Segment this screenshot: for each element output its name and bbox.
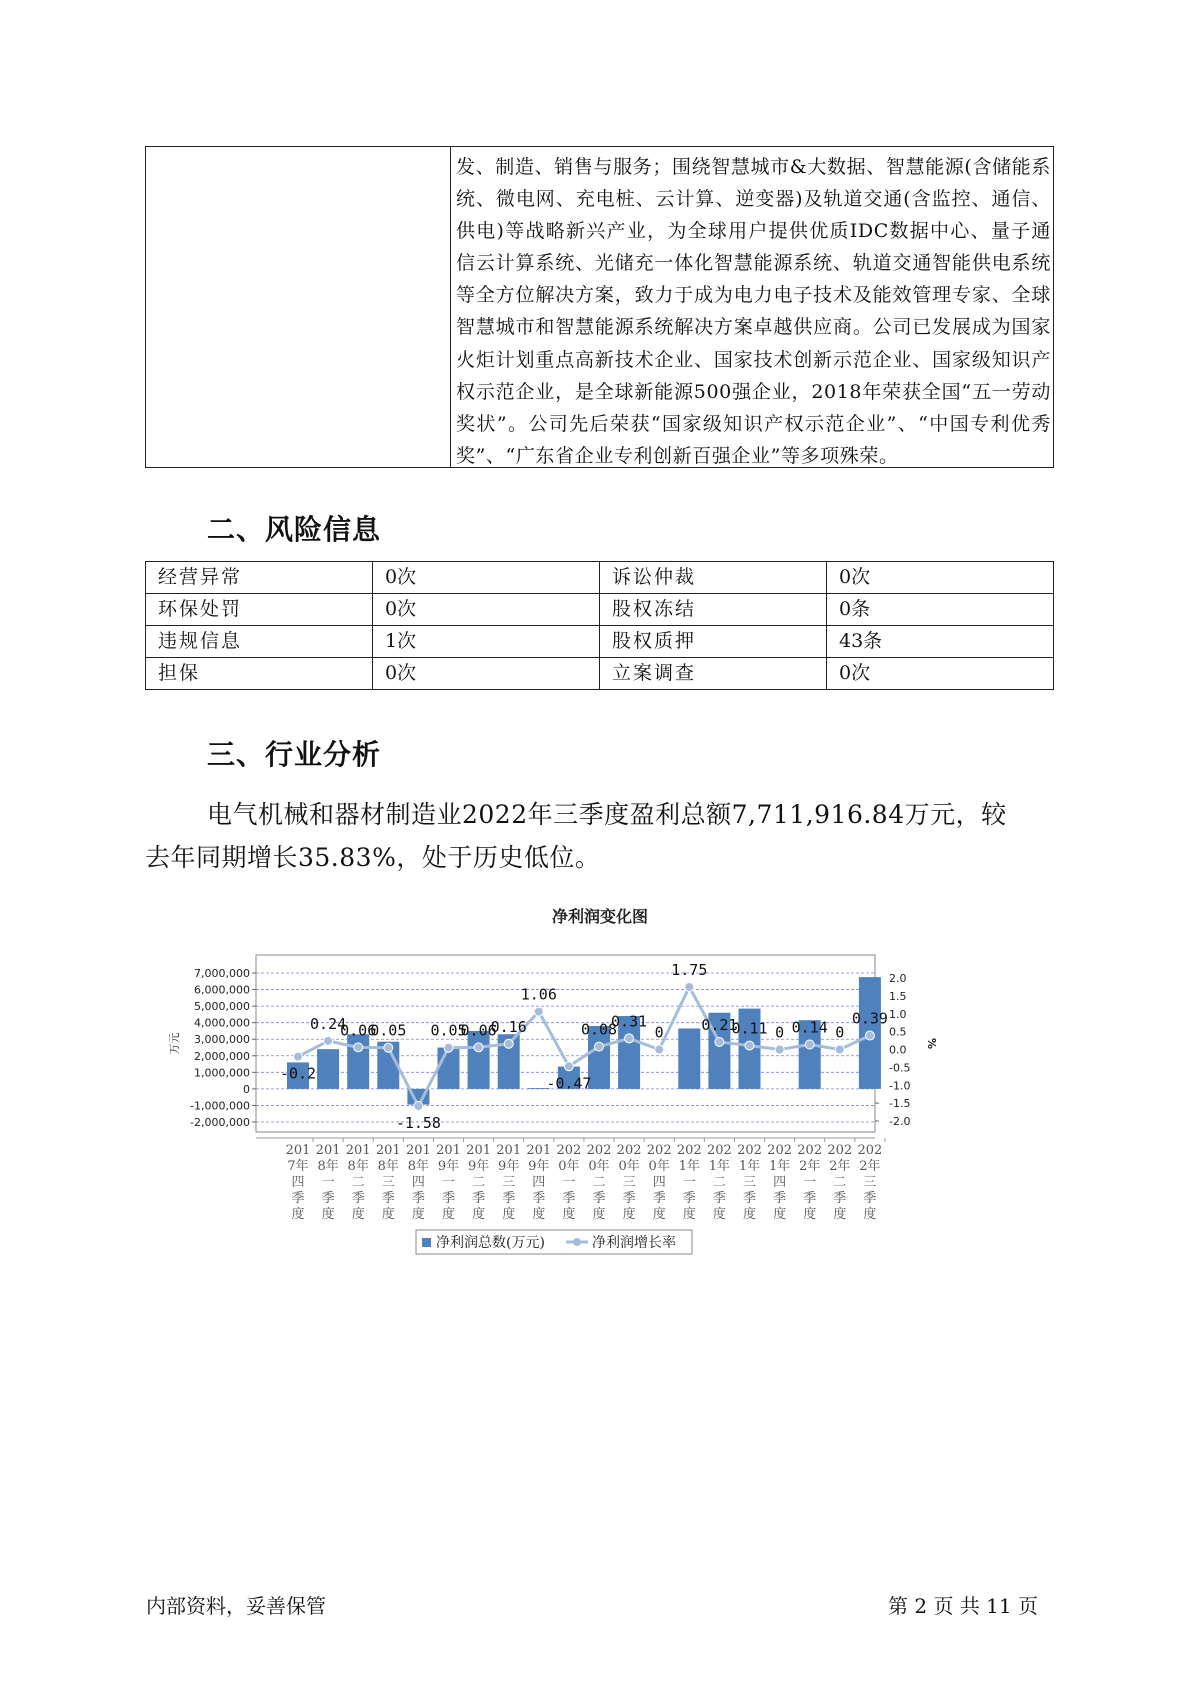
x-category-label: 一	[682, 1175, 696, 1190]
x-category-label: 201	[405, 1143, 431, 1158]
footer-confidential: 内部资料，妥善保管	[146, 1594, 326, 1618]
x-category-label: 202	[616, 1143, 642, 1158]
x-category-label: 8年	[407, 1159, 430, 1174]
x-category-label: 三	[502, 1175, 516, 1190]
risk-table-row	[146, 626, 1054, 658]
x-category-label: 201	[285, 1143, 311, 1158]
growth-rate-label: 0.08	[580, 1020, 618, 1039]
growth-rate-point	[805, 1040, 814, 1049]
right-tick-label: -1.0	[889, 1079, 911, 1093]
growth-rate-point	[294, 1052, 303, 1061]
growth-rate-point	[414, 1101, 423, 1110]
growth-rate-point	[685, 982, 694, 991]
growth-rate-label: 0	[775, 1023, 785, 1042]
risk-label: 立案调查	[600, 658, 827, 690]
x-category-label: 2年	[859, 1159, 881, 1174]
x-category-label: 202	[797, 1143, 823, 1158]
x-category-label: 9年	[437, 1159, 460, 1174]
x-category-label: 度	[472, 1207, 486, 1222]
bar-net-profit	[468, 1031, 490, 1089]
x-category-label: 四	[652, 1175, 666, 1190]
growth-rate-label: 0.39	[851, 1009, 888, 1028]
growth-rate-label: 0.06	[340, 1021, 377, 1040]
x-category-label: 7年	[287, 1159, 309, 1174]
x-category-label: 2年	[799, 1159, 821, 1174]
growth-rate-point	[324, 1036, 333, 1045]
x-category-label: 一	[321, 1175, 335, 1190]
x-category-label: 度	[622, 1207, 636, 1222]
growth-rate-label: 0.06	[460, 1021, 497, 1040]
growth-rate-label: 0.16	[490, 1017, 527, 1036]
risk-label: 违规信息	[146, 626, 373, 658]
left-tick-label: 4,000,000	[194, 1016, 250, 1030]
left-tick-label: -1,000,000	[190, 1099, 250, 1113]
footer-page-number: 第 2 页 共 11 页	[888, 1594, 1038, 1618]
growth-rate-point	[474, 1043, 483, 1052]
growth-rate-point	[715, 1037, 724, 1046]
x-category-label: 0年	[588, 1159, 610, 1174]
growth-rate-point	[655, 1045, 664, 1054]
x-category-label: 2年	[829, 1159, 851, 1174]
x-category-label: 度	[652, 1207, 666, 1222]
growth-rate-point	[775, 1045, 784, 1054]
left-axis-title: 万元	[168, 1032, 181, 1055]
x-category-label: 四	[411, 1175, 425, 1190]
legend-bar-label: 净利润总数(万元)	[436, 1235, 545, 1251]
left-tick-label: 7,000,000	[194, 967, 250, 980]
growth-rate-label: 0.24	[310, 1014, 347, 1033]
growth-rate-label: 0.31	[611, 1012, 648, 1031]
industry-paragraph-line-1: 电气机械和器材制造业2022年三季度盈利总额7,711,916.84万元，较	[207, 800, 1007, 829]
x-category-label: 度	[712, 1207, 726, 1222]
x-category-label: 季	[562, 1191, 576, 1206]
industry-paragraph-line-2: 去年同期增长35.83%，处于历史低位。	[145, 843, 601, 872]
bar-net-profit	[438, 1048, 460, 1089]
risk-value: 43条	[827, 626, 1054, 658]
x-category-label: 度	[441, 1207, 456, 1222]
growth-rate-point	[504, 1039, 513, 1048]
x-category-label: 一	[441, 1175, 456, 1190]
x-category-label: 201	[466, 1143, 492, 1158]
x-category-label: 1年	[738, 1159, 761, 1174]
x-category-label: 四	[291, 1175, 305, 1190]
growth-rate-point	[745, 1041, 754, 1050]
x-category-label: 1年	[768, 1159, 791, 1174]
x-category-label: 度	[863, 1207, 877, 1222]
x-category-label: 三	[742, 1175, 757, 1190]
right-tick-label: 1.0	[889, 1007, 907, 1021]
x-category-label: 度	[773, 1207, 787, 1222]
right-tick-label: 1.5	[889, 989, 907, 1003]
legend-bar-swatch	[422, 1238, 431, 1247]
x-category-label: 201	[526, 1143, 552, 1158]
risk-info-table	[145, 561, 1054, 690]
growth-rate-label: 1.75	[671, 960, 708, 979]
right-tick-label: -2.0	[889, 1115, 911, 1128]
x-category-label: 度	[562, 1207, 576, 1222]
growth-rate-point	[835, 1045, 844, 1054]
growth-rate-label: -1.58	[395, 1113, 441, 1132]
x-category-label: 8年	[317, 1159, 339, 1174]
x-category-label: 度	[381, 1207, 395, 1222]
x-category-label: 季	[833, 1191, 847, 1206]
left-tick-label: 5,000,000	[194, 1000, 250, 1014]
x-category-label: 度	[682, 1207, 696, 1222]
x-category-label: 度	[411, 1207, 425, 1222]
x-category-label: 三	[381, 1175, 395, 1190]
x-category-label: 9年	[467, 1159, 490, 1174]
section-title-risk: 二、风险信息	[207, 513, 382, 546]
growth-rate-point	[444, 1043, 453, 1052]
x-category-label: 季	[321, 1191, 335, 1206]
risk-value: 0次	[373, 562, 600, 594]
growth-rate-point	[625, 1034, 634, 1043]
x-category-label: 季	[803, 1191, 817, 1206]
risk-value: 0条	[827, 594, 1054, 626]
risk-label: 诉讼仲裁	[600, 562, 827, 594]
x-category-label: 季	[682, 1191, 696, 1206]
risk-label: 环保处罚	[146, 594, 373, 626]
right-axis-title: %	[925, 1037, 938, 1050]
risk-value: 0次	[827, 658, 1054, 690]
x-category-label: 201	[345, 1143, 371, 1158]
growth-rate-point	[384, 1043, 393, 1052]
right-tick-label: 0.0	[889, 1043, 907, 1057]
x-category-label: 二	[351, 1175, 365, 1190]
growth-rate-label: 0.14	[791, 1018, 828, 1037]
section-title-industry: 三、行业分析	[207, 738, 382, 771]
growth-rate-label: -0.47	[546, 1074, 592, 1093]
x-category-label: 202	[586, 1143, 612, 1158]
risk-label: 经营异常	[146, 562, 373, 594]
growth-rate-point	[534, 1007, 543, 1016]
risk-table-row	[146, 594, 1054, 626]
chart-title: 净利润变化图	[551, 907, 649, 926]
growth-rate-point	[564, 1062, 573, 1071]
x-category-label: 度	[592, 1207, 606, 1222]
risk-label: 股权冻结	[600, 594, 827, 626]
x-category-label: 201	[315, 1143, 341, 1158]
x-category-label: 季	[291, 1191, 305, 1206]
x-category-label: 季	[472, 1191, 486, 1206]
x-category-label: 季	[863, 1191, 877, 1206]
x-category-label: 二	[592, 1175, 606, 1190]
x-category-label: 二	[472, 1175, 486, 1190]
x-category-label: 度	[502, 1207, 516, 1222]
x-category-label: 202	[827, 1143, 853, 1158]
x-category-label: 202	[676, 1143, 702, 1158]
x-category-label: 季	[381, 1191, 395, 1206]
risk-value: 0次	[373, 594, 600, 626]
x-category-label: 季	[773, 1191, 787, 1206]
x-category-label: 季	[592, 1191, 606, 1206]
growth-rate-label: 0.05	[370, 1021, 407, 1040]
growth-rate-label: 0	[654, 1023, 664, 1042]
risk-value: 0次	[827, 562, 1054, 594]
risk-table-row	[146, 562, 1054, 594]
x-category-label: 季	[441, 1191, 456, 1206]
left-tick-label: 0	[243, 1082, 250, 1096]
x-category-label: 一	[803, 1175, 817, 1190]
risk-label: 股权质押	[600, 626, 827, 658]
growth-rate-label: 0.11	[731, 1019, 768, 1038]
company-intro-text: 发、制造、销售与服务；围绕智慧城市&大数据、智慧能源(含储能系统、微电网、充电桩、云计算、逆变器)及轨道交通(含监控、通信、供电)等战略新兴产业，为全球用户提供优质IDC数据中心、量子通信云计算系统、光储充一体化智慧能源系统、轨道交通智能供电系统等全方位解决方案，致力于成为电力电子技术及能效管理专家、全球智慧城市和智慧能源系统解决方案卓越供应商。公司已发展成为国家火炬计划重点高新技术企业、国家技术创新示范企业、国家级知识产权示范企业，是全球新能源500强企业，2018年荣获全国“五一劳动奖状”。公司先后荣获“国家级知识产权示范企业”、“中国专利优秀奖”、“广东省企业专利创新百强企业”等多项殊荣。	[456, 156, 1051, 467]
x-category-label: 三	[863, 1175, 877, 1190]
x-category-label: 四	[773, 1175, 787, 1190]
left-tick-label: 3,000,000	[194, 1033, 250, 1047]
legend-line-marker	[573, 1238, 581, 1246]
x-category-label: 季	[742, 1191, 757, 1206]
x-category-label: 二	[833, 1175, 847, 1190]
x-category-label: 202	[857, 1143, 883, 1158]
x-category-label: 季	[502, 1191, 516, 1206]
left-tick-label: 1,000,000	[194, 1066, 250, 1080]
bar-net-profit	[317, 1049, 339, 1089]
x-category-label: 度	[321, 1207, 335, 1222]
bar-net-profit	[678, 1028, 700, 1088]
x-category-label: 201	[436, 1143, 461, 1158]
x-category-label: 三	[622, 1175, 636, 1190]
growth-rate-label: 0.05	[430, 1021, 467, 1040]
x-category-label: 度	[742, 1207, 757, 1222]
x-category-label: 度	[291, 1207, 305, 1222]
right-tick-label: 0.5	[889, 1025, 907, 1039]
x-category-label: 度	[803, 1207, 817, 1222]
net-profit-chart	[170, 900, 1030, 1365]
right-tick-label: -1.5	[889, 1097, 911, 1111]
growth-rate-point	[595, 1042, 604, 1051]
x-category-label: 1年	[678, 1159, 700, 1174]
legend-line-label: 净利润增长率	[592, 1235, 676, 1251]
growth-rate-label: 0.21	[701, 1015, 738, 1034]
left-tick-label: -2,000,000	[190, 1116, 250, 1129]
x-category-label: 0年	[648, 1159, 670, 1174]
growth-rate-label: -0.2	[279, 1064, 317, 1083]
x-category-label: 202	[646, 1143, 672, 1158]
x-category-label: 201	[375, 1143, 401, 1158]
right-tick-label: -0.5	[889, 1061, 911, 1075]
growth-rate-label: 0	[835, 1023, 845, 1042]
x-category-label: 四	[532, 1175, 546, 1190]
x-category-label: 0年	[558, 1159, 580, 1174]
x-category-label: 0年	[618, 1159, 640, 1174]
x-category-label: 二	[712, 1175, 726, 1190]
x-category-label: 季	[411, 1191, 425, 1206]
left-tick-label: 2,000,000	[194, 1049, 250, 1063]
x-category-label: 度	[532, 1207, 546, 1222]
x-category-label: 度	[833, 1207, 847, 1222]
growth-rate-point	[354, 1043, 363, 1052]
right-tick-label: 2.0	[889, 972, 907, 985]
x-category-label: 一	[562, 1175, 576, 1190]
x-category-label: 9年	[498, 1159, 520, 1174]
x-category-label: 度	[351, 1207, 365, 1222]
x-category-label: 季	[652, 1191, 666, 1206]
x-category-label: 季	[622, 1191, 636, 1206]
x-category-label: 季	[351, 1191, 365, 1206]
x-category-label: 202	[767, 1143, 793, 1158]
x-category-label: 1年	[708, 1159, 731, 1174]
x-category-label: 201	[496, 1143, 522, 1158]
x-category-label: 8年	[377, 1159, 399, 1174]
risk-value: 0次	[373, 658, 600, 690]
x-category-label: 季	[532, 1191, 546, 1206]
risk-label: 担保	[146, 658, 373, 690]
x-category-label: 202	[737, 1143, 762, 1158]
growth-rate-label: 1.06	[520, 985, 557, 1004]
x-category-label: 9年	[528, 1159, 550, 1174]
risk-table-row	[146, 658, 1054, 690]
left-tick-label: 6,000,000	[194, 983, 250, 997]
x-category-label: 202	[706, 1143, 732, 1158]
x-category-label: 202	[556, 1143, 582, 1158]
x-category-label: 8年	[347, 1159, 369, 1174]
x-category-label: 季	[712, 1191, 726, 1206]
growth-rate-point	[865, 1031, 874, 1040]
company-intro-table	[145, 146, 1054, 468]
risk-value: 1次	[373, 626, 600, 658]
